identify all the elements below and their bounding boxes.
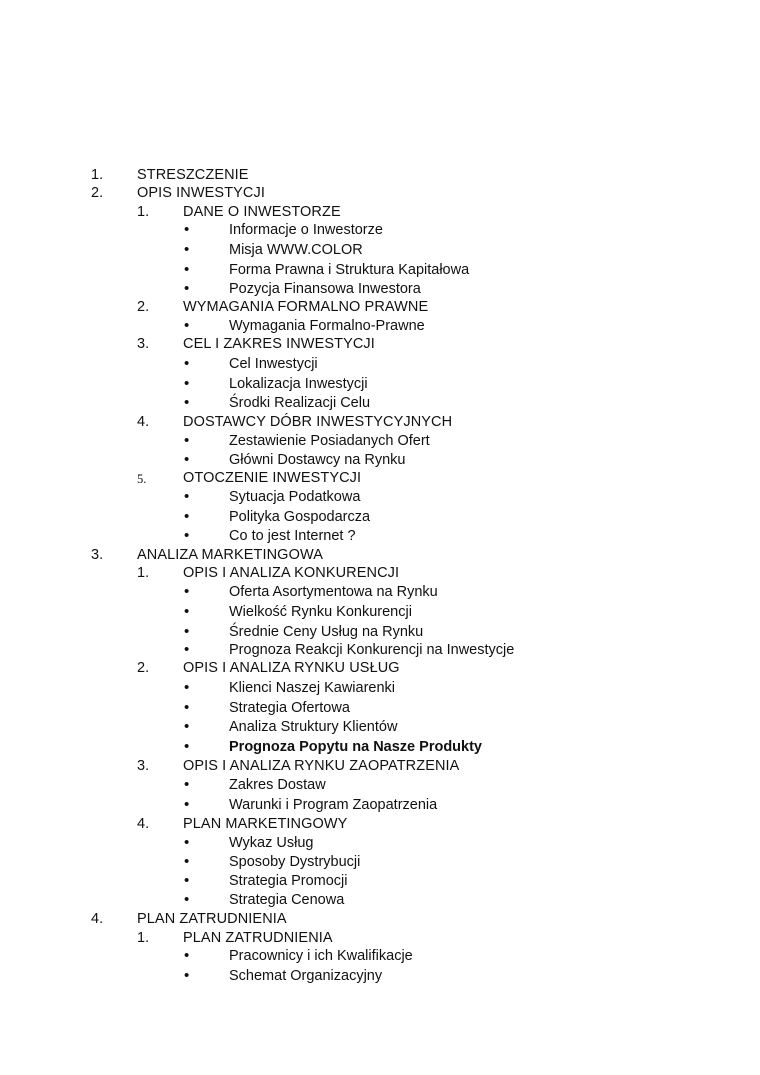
toc-number: 1. (137, 930, 150, 946)
toc-entry (0, 451, 760, 469)
bullet-icon: • (184, 375, 190, 392)
toc-heading-label: DANE O INWESTORZE (183, 204, 341, 220)
toc-entry (0, 166, 760, 184)
toc-item-label: Cel Inwestycji (229, 356, 318, 372)
toc-entry (0, 757, 760, 775)
toc-entry (0, 623, 760, 641)
bullet-icon: • (184, 718, 190, 735)
toc-entry (0, 317, 760, 335)
bullet-icon: • (184, 488, 190, 505)
toc-item-label: Klienci Naszej Kawiarenki (229, 680, 396, 696)
toc-item-label: Forma Prawna i Struktura Kapitałowa (229, 262, 470, 278)
toc-entry (0, 853, 760, 871)
toc-item-label: Lokalizacja Inwestycji (229, 376, 368, 392)
bullet-icon: • (184, 527, 190, 544)
toc-item-label: Środki Realizacji Celu (229, 395, 371, 411)
toc-entry (0, 776, 760, 794)
toc-number: 3. (91, 547, 104, 563)
toc-item-label: Sposoby Dystrybucji (229, 854, 361, 870)
toc-item-label: Co to jest Internet ? (229, 528, 356, 544)
bullet-icon: • (184, 738, 190, 755)
toc-entry (0, 203, 760, 221)
toc-entry (0, 679, 760, 697)
toc-item-label: Strategia Cenowa (229, 892, 345, 908)
toc-entry (0, 699, 760, 717)
bullet-icon: • (184, 776, 190, 793)
bullet-icon: • (184, 796, 190, 813)
bullet-icon: • (184, 872, 190, 889)
toc-entry (0, 659, 760, 677)
toc-number: 3. (137, 336, 150, 352)
bullet-icon: • (184, 221, 190, 238)
bullet-icon: • (184, 280, 190, 297)
toc-entry (0, 872, 760, 890)
bullet-icon: • (184, 241, 190, 258)
toc-entry (0, 546, 760, 564)
toc-entry (0, 815, 760, 833)
toc-heading-label: DOSTAWCY DÓBR INWESTYCYJNYCH (183, 414, 453, 430)
toc-item-label: Misja WWW.COLOR (229, 242, 363, 258)
bullet-icon: • (184, 603, 190, 620)
toc-heading-label: OPIS INWESTYCJI (137, 185, 265, 201)
toc-item-label: Warunki i Program Zaopatrzenia (229, 797, 438, 813)
toc-entry (0, 375, 760, 393)
toc-entry (0, 967, 760, 985)
toc-item-label: Strategia Promocji (229, 873, 348, 889)
bullet-icon: • (184, 699, 190, 716)
toc-entry (0, 221, 760, 239)
bullet-icon: • (184, 355, 190, 372)
toc-entry (0, 241, 760, 259)
bullet-icon: • (184, 261, 190, 278)
toc-entry (0, 603, 760, 621)
toc-number: 5. (137, 472, 147, 486)
toc-heading-label: CEL I ZAKRES INWESTYCJI (183, 336, 375, 352)
toc-entry (0, 280, 760, 298)
toc-number: 2. (137, 299, 150, 315)
toc-entry (0, 335, 760, 353)
toc-item-label: Wykaz Usług (229, 835, 314, 851)
toc-item-label: Wielkość Rynku Konkurencji (229, 604, 412, 620)
toc-entry (0, 564, 760, 582)
toc-heading-label: PLAN ZATRUDNIENIA (137, 911, 287, 927)
toc-item-label: Główni Dostawcy na Rynku (229, 452, 406, 468)
toc-entry (0, 432, 760, 450)
toc-item-label: Informacje o Inwestorze (229, 222, 383, 238)
toc-heading-label: OTOCZENIE INWESTYCJI (183, 470, 362, 486)
toc-number: 4. (137, 414, 150, 430)
toc-item-label: Pozycja Finansowa Inwestora (229, 281, 421, 297)
toc-item-label: Prognoza Popytu na Nasze Produkty (229, 739, 482, 755)
toc-item-label: Prognoza Reakcji Konkurencji na Inwestycje (229, 642, 515, 658)
toc-entry (0, 184, 760, 202)
bullet-icon: • (184, 834, 190, 851)
toc-item-label: Schemat Organizacyjny (229, 968, 383, 984)
bullet-icon: • (184, 432, 190, 449)
toc-entry (0, 298, 760, 316)
bullet-icon: • (184, 394, 190, 411)
bullet-icon: • (184, 641, 190, 658)
toc-item-label: Analiza Struktury Klientów (229, 719, 398, 735)
toc-entry (0, 355, 760, 373)
toc-entry (0, 394, 760, 412)
toc-entry (0, 641, 760, 659)
toc-entry (0, 527, 760, 545)
toc-item-label: Zestawienie Posiadanych Ofert (229, 433, 430, 449)
bullet-icon: • (184, 853, 190, 870)
bullet-icon: • (184, 967, 190, 984)
toc-number: 1. (91, 167, 104, 183)
toc-number: 3. (137, 758, 150, 774)
bullet-icon: • (184, 583, 190, 600)
bullet-icon: • (184, 679, 190, 696)
toc-item-label: Strategia Ofertowa (229, 700, 350, 716)
toc-item-label: Zakres Dostaw (229, 777, 326, 793)
toc-entry (0, 508, 760, 526)
toc-entry (0, 261, 760, 279)
toc-item-label: Oferta Asortymentowa na Rynku (229, 584, 438, 600)
toc-heading-label: STRESZCZENIE (137, 167, 249, 183)
toc-item-label: Średnie Ceny Usług na Rynku (229, 624, 424, 640)
toc-heading-label: OPIS I ANALIZA RYNKU USŁUG (183, 660, 400, 676)
toc-entry (0, 834, 760, 852)
bullet-icon: • (184, 891, 190, 908)
toc-entry (0, 738, 760, 756)
toc-heading-label: WYMAGANIA FORMALNO PRAWNE (183, 299, 429, 315)
bullet-icon: • (184, 317, 190, 334)
toc-item-label: Wymagania Formalno-Prawne (229, 318, 425, 334)
toc-entry (0, 796, 760, 814)
toc-entry (0, 488, 760, 506)
toc-item-label: Polityka Gospodarcza (229, 509, 371, 525)
bullet-icon: • (184, 947, 190, 964)
toc-entry (0, 947, 760, 965)
toc-heading-label: OPIS I ANALIZA KONKURENCJI (183, 565, 400, 581)
toc-heading-label: PLAN ZATRUDNIENIA (183, 930, 333, 946)
toc-heading-label: PLAN MARKETINGOWY (183, 816, 348, 832)
toc-number: 4. (91, 911, 104, 927)
toc-entry (0, 891, 760, 909)
toc-number: 1. (137, 204, 150, 220)
toc-entry (0, 583, 760, 601)
toc-entry (0, 910, 760, 928)
toc-entry (0, 929, 760, 947)
toc-item-label: Sytuacja Podatkowa (229, 489, 361, 505)
toc-heading-label: OPIS I ANALIZA RYNKU ZAOPATRZENIA (183, 758, 460, 774)
toc-entry (0, 469, 760, 487)
toc-heading-label: ANALIZA MARKETINGOWA (137, 547, 323, 563)
toc-number: 1. (137, 565, 150, 581)
bullet-icon: • (184, 508, 190, 525)
toc-item-label: Pracownicy i ich Kwalifikacje (229, 948, 413, 964)
bullet-icon: • (184, 623, 190, 640)
toc-number: 2. (91, 185, 104, 201)
bullet-icon: • (184, 451, 190, 468)
toc-number: 2. (137, 660, 150, 676)
toc-entry (0, 718, 760, 736)
toc-entry (0, 413, 760, 431)
toc-number: 4. (137, 816, 150, 832)
